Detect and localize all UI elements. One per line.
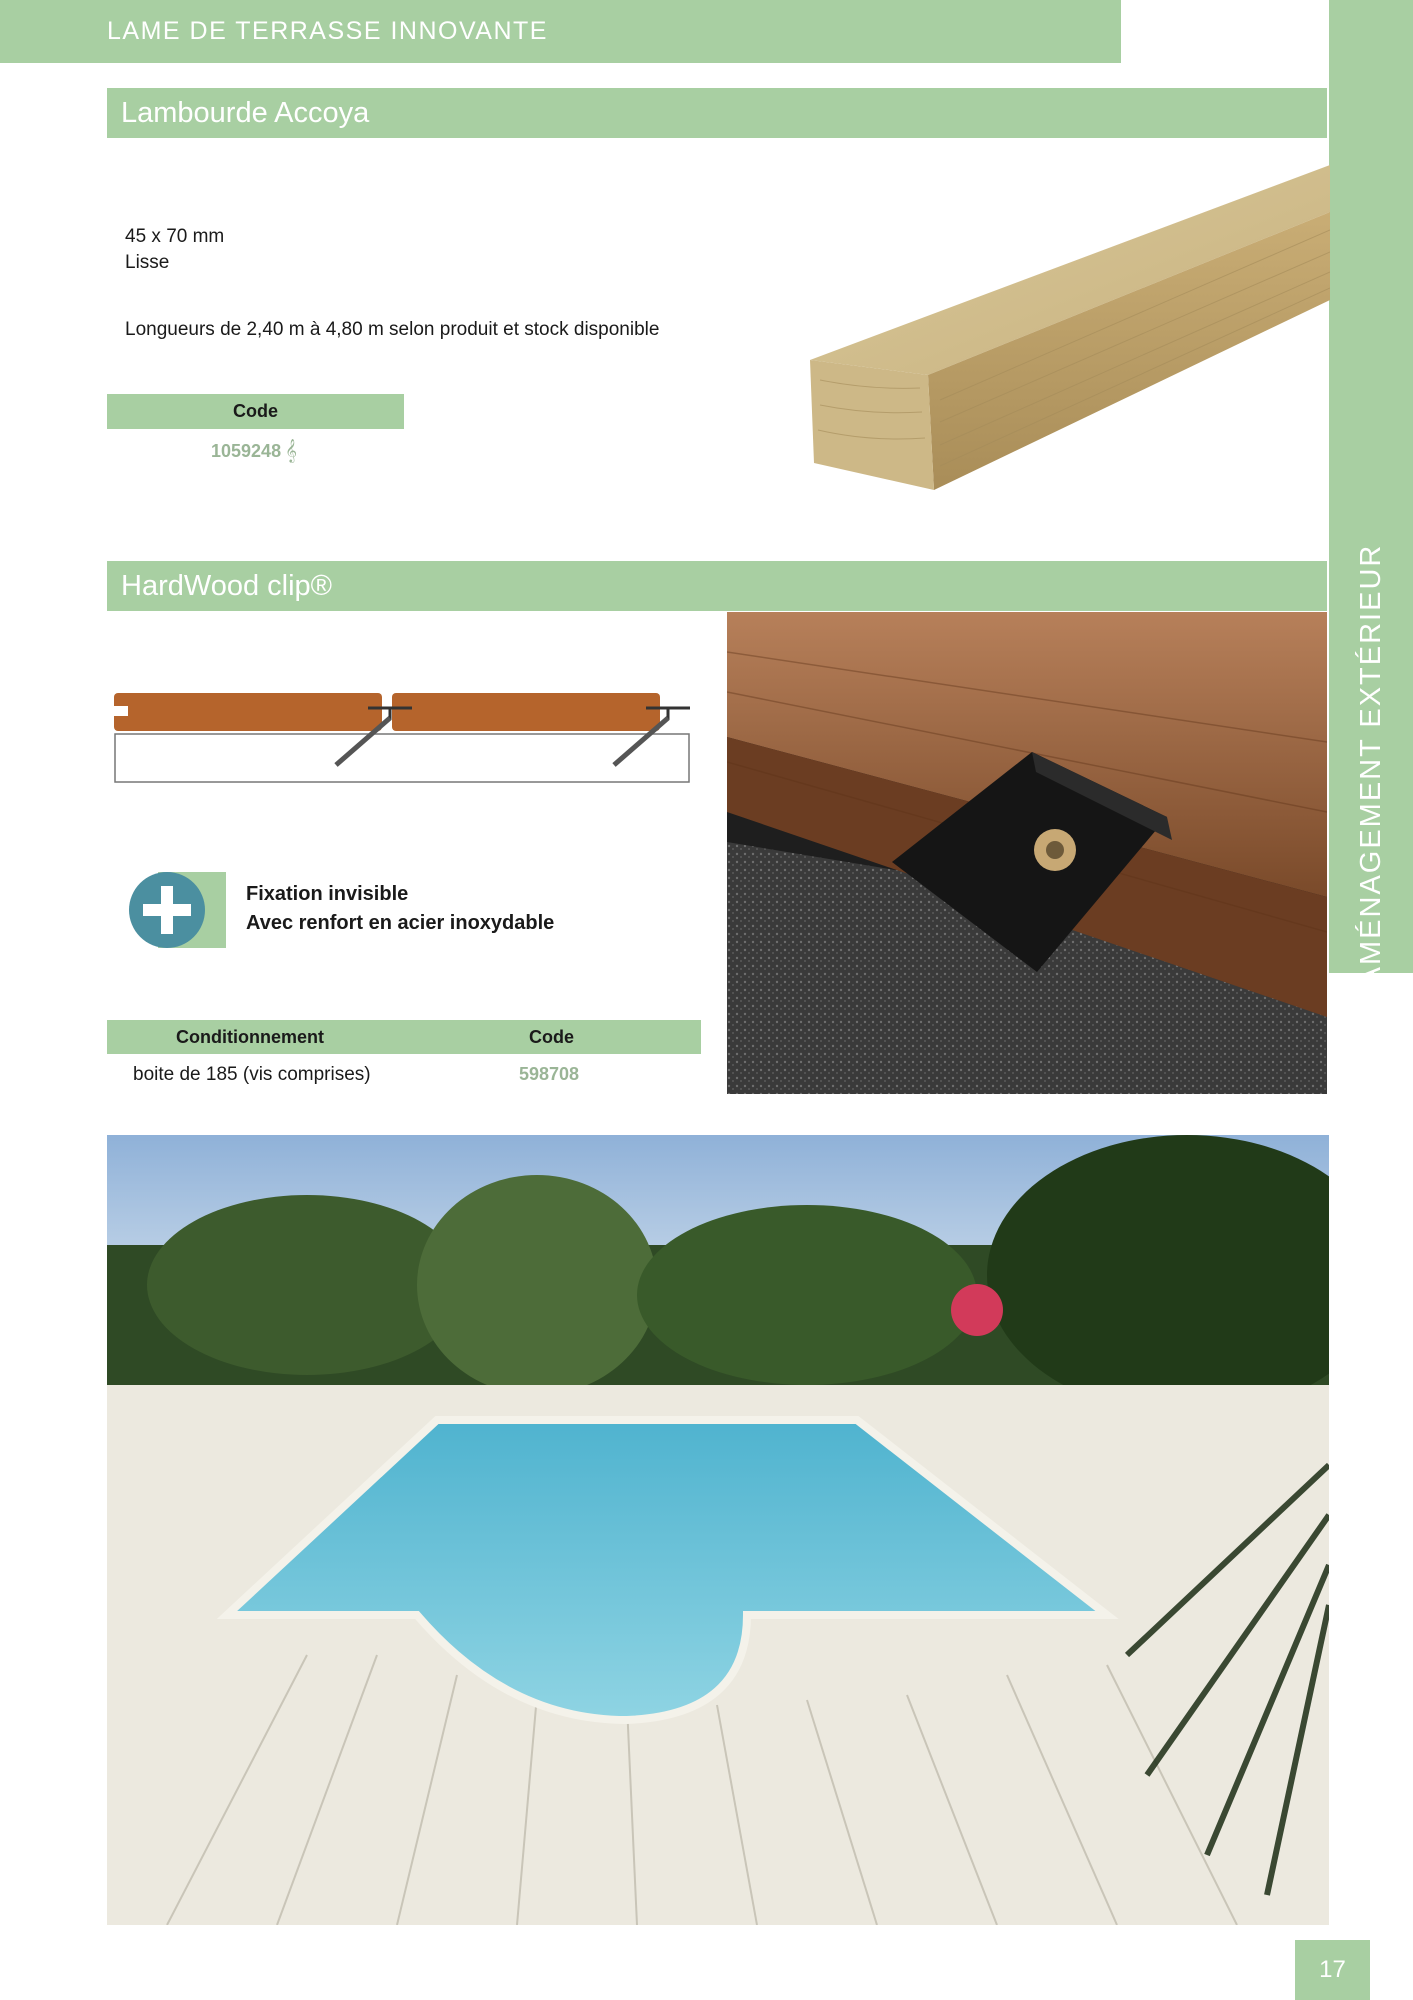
- table-header-code: Code: [529, 1026, 574, 1047]
- feature-steel: Avec renfort en acier inoxydable: [246, 912, 555, 934]
- header-band: [0, 0, 1121, 63]
- page-number: [1295, 1940, 1370, 2000]
- clip-diagram: [112, 690, 697, 790]
- section-title: HardWood clip®: [121, 569, 333, 602]
- product-lengths: Longueurs de 2,40 m à 4,80 m selon produit et stock disponible: [125, 319, 660, 340]
- section-title-band: [107, 561, 1327, 611]
- code-header-label: Code: [233, 401, 278, 421]
- section-title: Lambourde Accoya: [121, 96, 370, 129]
- table-cell-code: 598708: [519, 1064, 580, 1084]
- clip-photo: [727, 612, 1327, 1094]
- page-number-text: 17: [1319, 1956, 1346, 1983]
- code-value: 1059248: [211, 441, 282, 461]
- side-tab-label: AMÉNAGEMENT EXTÉRIEUR: [1354, 543, 1387, 987]
- section-title-band: [107, 88, 1327, 138]
- treble-clef-icon: 𝄞: [285, 440, 297, 462]
- plus-icon: [128, 872, 226, 948]
- code-value-row: [211, 440, 297, 463]
- pool-photo: [107, 1135, 1329, 1925]
- beam-image: [800, 160, 1330, 500]
- table-header-conditionnement: Conditionnement: [176, 1026, 324, 1047]
- table-header: [107, 1020, 701, 1054]
- feature-fixation: Fixation invisible: [246, 883, 409, 905]
- header-title: LAME DE TERRASSE INNOVANTE: [107, 17, 548, 45]
- table-cell-packaging: boite de 185 (vis comprises): [133, 1064, 371, 1085]
- product-finish: Lisse: [125, 252, 170, 273]
- code-header: [107, 394, 404, 429]
- product-dimensions: 45 x 70 mm: [125, 226, 225, 247]
